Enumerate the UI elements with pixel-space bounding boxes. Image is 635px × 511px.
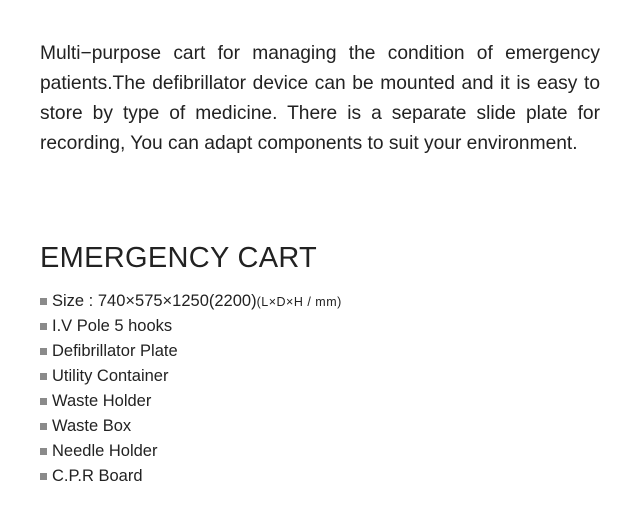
product-description: Multi−purpose cart for managing the condition of emergency patients.The defibrillator device can be mounted and it is easy to store by type of medicine. There is a separate slide plate for recording, You can adapt components to suit your environment. [40,43,600,154]
square-bullet-icon [40,423,47,430]
spec-item [40,389,342,414]
spec-item-label: Waste Holder [52,392,152,410]
square-bullet-icon [40,373,47,380]
square-bullet-icon [40,323,47,330]
product-heading: EMERGENCY CART [40,242,318,274]
square-bullet-icon [40,398,47,405]
spec-item [40,439,342,464]
spec-list [40,289,342,489]
spec-item-label: Needle Holder [52,442,158,460]
square-bullet-icon [40,473,47,480]
spec-item-label: Defibrillator Plate [52,342,178,360]
square-bullet-icon [40,298,47,305]
spec-size-label: Size : 740×575×1250(2200) [52,292,257,310]
spec-item [40,464,342,489]
spec-item-label: Utility Container [52,367,169,385]
square-bullet-icon [40,348,47,355]
square-bullet-icon [40,448,47,455]
spec-item [40,339,342,364]
spec-item [40,314,342,339]
spec-item [40,414,342,439]
spec-item-label: C.P.R Board [52,467,143,485]
spec-item [40,364,342,389]
spec-item-label: Waste Box [52,417,132,435]
spec-item-size [40,289,342,314]
spec-size-unit: (L×D×H / mm) [256,294,342,309]
spec-item-label: I.V Pole 5 hooks [52,317,173,335]
